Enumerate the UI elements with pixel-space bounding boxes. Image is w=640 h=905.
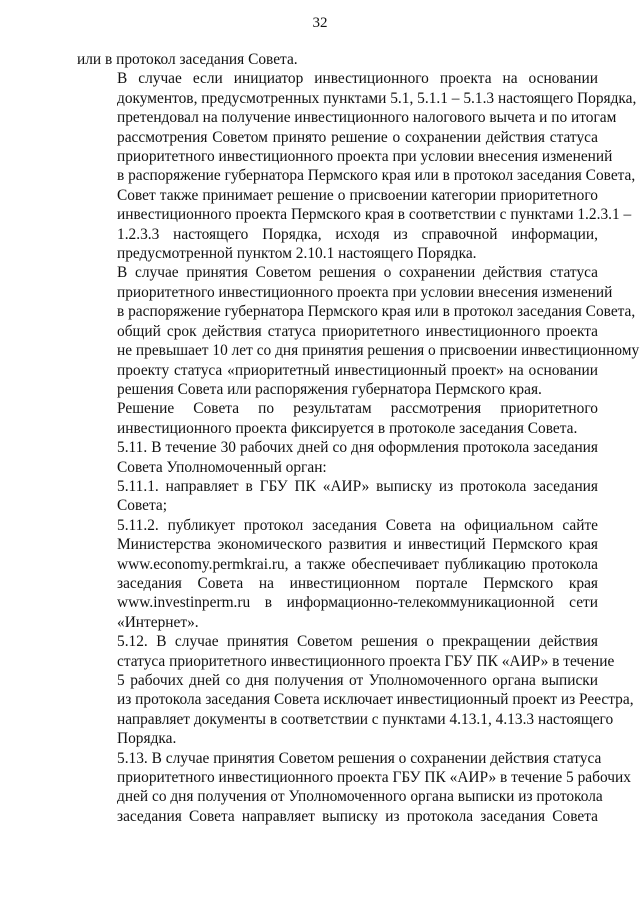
text-line: Совета; bbox=[117, 497, 167, 515]
paragraph bbox=[77, 438, 598, 477]
paragraph bbox=[77, 69, 637, 263]
text-line: инвестиционного проекта фиксируется в протоколе заседания Совета. bbox=[117, 419, 578, 437]
text-line: 5.11. В течение 30 рабочих дней со дня оформления протокола заседания bbox=[117, 439, 598, 457]
text-line: Порядка. bbox=[117, 730, 177, 748]
text-line: инвестиционного проекта Пермского края в соответствии с пунктами 1.2.3.1 – bbox=[117, 206, 632, 224]
text-line: приоритетного инвестиционного проекта при условии внесения изменений bbox=[117, 283, 613, 301]
paragraph bbox=[77, 632, 634, 748]
text-line: 5.11.2. публикует протокол заседания Совета на официальном сайте bbox=[117, 516, 598, 534]
text-line: В случае принятия Советом решения о сохранении действия статуса bbox=[117, 264, 598, 282]
text-line: предусмотренной пунктом 2.10.1 настоящего Порядка. bbox=[117, 245, 477, 263]
text-line: статуса приоритетного инвестиционного проекта ГБУ ПК «АИР» в течение bbox=[117, 652, 615, 670]
text-line: приоритетного инвестиционного проекта ГБУ ПК «АИР» в течение 5 рабочих bbox=[117, 769, 631, 787]
text-line: приоритетного инвестиционного проекта при условии внесения изменений bbox=[117, 148, 613, 166]
text-line: www.economy.permkrai.ru, а также обеспечивает публикацию протокола bbox=[117, 555, 598, 573]
text-line: www.investinperm.ru в информационно-телекоммуникационной сети bbox=[117, 594, 598, 612]
text-line: или в протокол заседания Совета. bbox=[77, 51, 298, 68]
text-line: дней со дня получения от Уполномоченного органа выписки из протокола bbox=[117, 788, 603, 806]
text-line: документов, предусмотренных пунктами 5.1, 5.1.1 – 5.1.3 настоящего Порядка, bbox=[117, 89, 637, 107]
text-line: решения Совета или распоряжения губернатора Пермского края. bbox=[117, 380, 542, 398]
text-line: не превышает 10 лет со дня принятия решения о присвоении инвестиционному bbox=[117, 342, 640, 360]
text-line: в распоряжение губернатора Пермского края или в протокол заседания Совета, bbox=[117, 303, 636, 321]
text-line: 5 рабочих дней со дня получения от Уполномоченного органа выписки bbox=[117, 672, 598, 689]
paragraph bbox=[77, 749, 631, 827]
paragraph bbox=[77, 516, 598, 632]
text-line: Совет также принимает решение о присвоении категории приоритетного bbox=[117, 186, 598, 204]
paragraph bbox=[77, 477, 598, 516]
text-line: 5.12. В случае принятия Советом решения о прекращении действия bbox=[117, 633, 598, 651]
text-line: заседания Совета на инвестиционном портале Пермского края bbox=[117, 574, 598, 592]
text-line: 1.2.3.3 настоящего Порядка, исходя из справочной информации, bbox=[117, 225, 598, 243]
text-line: Совета Уполномоченный орган: bbox=[117, 458, 327, 476]
text-line: проекту статуса «приоритетный инвестиционный проект» на основании bbox=[117, 361, 598, 379]
text-line: направляет документы в соответствии с пунктами 4.13.1, 4.13.3 настоящего bbox=[117, 710, 614, 728]
text-line: в распоряжение губернатора Пермского края или в протокол заседания Совета, bbox=[117, 167, 636, 185]
text-line: общий срок действия статуса приоритетного инвестиционного проекта bbox=[117, 322, 598, 340]
document-body bbox=[77, 50, 640, 826]
text-line: претендовал на получение инвестиционного налогового вычета и по итогам bbox=[117, 109, 617, 127]
text-line: рассмотрения Советом принято решение о сохранении действия статуса bbox=[117, 128, 598, 146]
text-line: «Интернет». bbox=[117, 613, 199, 631]
paragraph bbox=[77, 263, 640, 399]
text-line: В случае если инициатор инвестиционного проекта на основании bbox=[117, 70, 598, 88]
paragraph bbox=[77, 399, 598, 438]
text-line: Решение Совета по результатам рассмотрения приоритетного bbox=[117, 400, 598, 418]
page-number: 32 bbox=[312, 15, 328, 31]
text-line: из протокола заседания Совета исключает инвестиционный проект из Реестра, bbox=[117, 691, 634, 709]
text-line: 5.13. В случае принятия Советом решения о сохранении действия статуса bbox=[117, 749, 602, 767]
text-line: Министерства экономического развития и инвестиций Пермского края bbox=[117, 536, 598, 554]
paragraph bbox=[77, 50, 598, 69]
text-line: заседания Совета направляет выписку из протокола заседания Совета bbox=[117, 807, 598, 825]
text-line: 5.11.1. направляет в ГБУ ПК «АИР» выписку из протокола заседания bbox=[117, 477, 598, 495]
